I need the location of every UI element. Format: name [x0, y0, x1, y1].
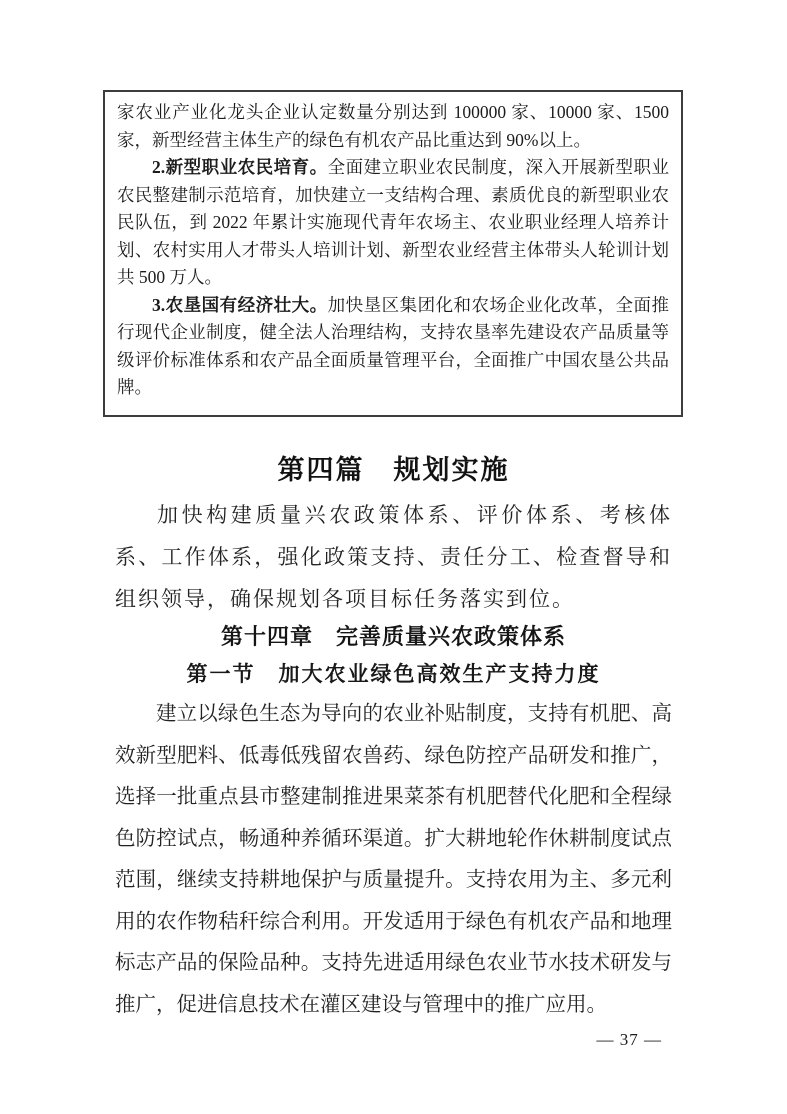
part-title: 第四篇 规划实施 [277, 455, 510, 485]
body-paragraph: 建立以绿色生态为导向的农业补贴制度，支持有机肥、高效新型肥料、低毒低残留农兽药、绿色防控产品研发和推广，选择一批重点县市整建制推进果菜茶有机肥替代化肥和全程绿色防控试点，畅通种养循环渠道。扩大耕地轮作休耕制度试点范围，继续支持耕地保护与质量提升。支持农用为主、多元利用的农作物秸秆综合利用。开发适用于绿色有机农产品和地理标志产品的保险品种。支持先进适用绿色农业节水技术研发与推广，促进信息技术在灌区建设与管理中的推广应用。 [115, 703, 672, 1016]
page-number: — 37 — [596, 1030, 662, 1049]
chapter-title: 第十四章 完善质量兴农政策体系 [220, 624, 566, 649]
callout-box [103, 90, 683, 417]
box-paragraph [117, 292, 669, 402]
part-intro-paragraph: 加快构建质量兴农政策体系、评价体系、考核体系、工作体系，强化政策支持、责任分工、检查督导和组织领导，确保规划各项目标任务落实到位。 [115, 503, 672, 611]
section-title: 第一节 加大农业绿色高效生产支持力度 [186, 662, 601, 686]
box-paragraph-text: 加快垦区集团化和农场企业化改革，全面推行现代企业制度，健全法人治理结构，支持农垦率先建设农产品质量等级评价标准体系和农产品全面质量管理平台，全面推广中国农垦公共品牌。 [117, 294, 670, 397]
box-paragraph [117, 154, 669, 292]
box-paragraph-lead: 2.新型职业农民培育。 [152, 157, 328, 177]
box-paragraph-text: 全面建立职业农民制度，深入开展新型职业农民整建制示范培育，加快建立一支结构合理、素质优良的新型职业农民队伍，到 2022 年累计实施现代青年农场主、农业职业经理人培养计划、农村实用人才带头人培训计划、新型农业经营主体带头人轮训计划共 500 万人。 [117, 157, 670, 287]
box-paragraph [117, 99, 669, 154]
box-paragraph-lead: 3.农垦国有经济壮大。 [152, 294, 328, 315]
box-paragraph-text: 家农业产业化龙头企业认定数量分别达到 100000 家、10000 家、1500 家，新型经营主体生产的绿色有机农产品比重达到 90%以上。 [117, 102, 669, 150]
